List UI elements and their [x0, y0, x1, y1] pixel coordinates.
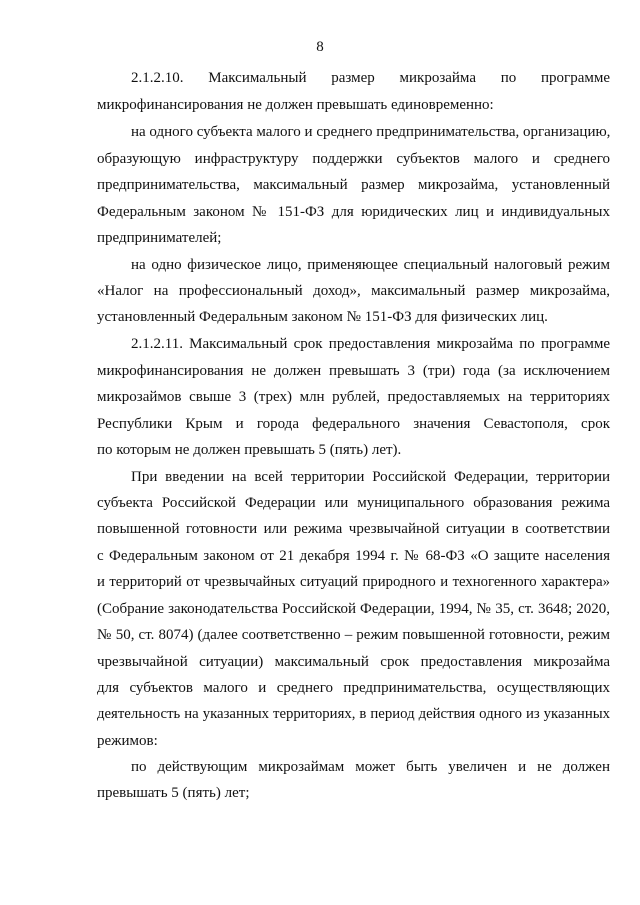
text-line: микрофинансирования не должен превышать единовременно:	[97, 97, 494, 113]
text-line: по которым не должен превышать 5 (пять) лет).	[97, 442, 402, 458]
text-line: Республики Крым и города федерального значения Севастополя, срок	[97, 416, 610, 432]
text-line: микрозаймов свыше 3 (трех) млн рублей, предоставляемых на территориях	[97, 389, 610, 405]
text-line: превышать 5 (пять) лет;	[97, 785, 250, 801]
text-line: чрезвычайной ситуации) максимальный срок предоставления микрозайма	[97, 654, 610, 670]
text-line: образующую инфраструктуру поддержки субъектов малого и среднего	[97, 151, 610, 167]
text-line: «Налог на профессиональный доход», максимальный размер микрозайма,	[97, 283, 610, 299]
text-line: предпринимателей;	[97, 230, 222, 246]
text-line: по действующим микрозаймам может быть увеличен и не должен	[131, 759, 610, 775]
text-line: деятельность на указанных территориях, в период действия одного из указанных	[97, 706, 610, 722]
text-line: микрофинансирования не должен превышать 3 (три) года (за исключением	[97, 363, 610, 379]
text-line: повышенной готовности или режима чрезвычайной ситуации в соответствии	[97, 521, 610, 537]
page-number: 8	[316, 39, 324, 55]
text-line: на одного субъекта малого и среднего предпринимательства, организацию,	[131, 124, 611, 140]
text-line: При введении на всей территории Российской Федерации, территории	[131, 469, 610, 485]
text-line: с Федеральным законом от 21 декабря 1994 г. № 68-ФЗ «О защите населения	[97, 548, 610, 564]
text-line: 2.1.2.11. Максимальный срок предоставления микрозайма по программе	[131, 336, 610, 352]
text-line: на одно физическое лицо, применяющее специальный налоговый режим	[131, 257, 610, 273]
text-line: субъекта Российской Федерации или муниципального образования режима	[97, 495, 610, 511]
text-line: предпринимательства, максимальный размер микрозайма, установленный	[97, 177, 610, 193]
text-line: установленный Федеральным законом № 151-ФЗ для физических лиц.	[97, 309, 548, 325]
text-line: 2.1.2.10. Максимальный размер микрозайма по программе	[131, 70, 610, 86]
text-line: № 50, ст. 8074) (далее соответственно – режим повышенной готовности, режим	[97, 627, 610, 643]
text-line: (Собрание законодательства Российской Федерации, 1994, № 35, ст. 3648; 2020,	[97, 601, 610, 617]
text-line: режимов:	[97, 733, 158, 749]
text-line: и территорий от чрезвычайных ситуаций природного и техногенного характера»	[97, 574, 610, 590]
text-line: для субъектов малого и среднего предпринимательства, осуществляющих	[97, 680, 610, 696]
text-line: Федеральным законом № 151-ФЗ для юридических лиц и индивидуальных	[97, 204, 610, 220]
